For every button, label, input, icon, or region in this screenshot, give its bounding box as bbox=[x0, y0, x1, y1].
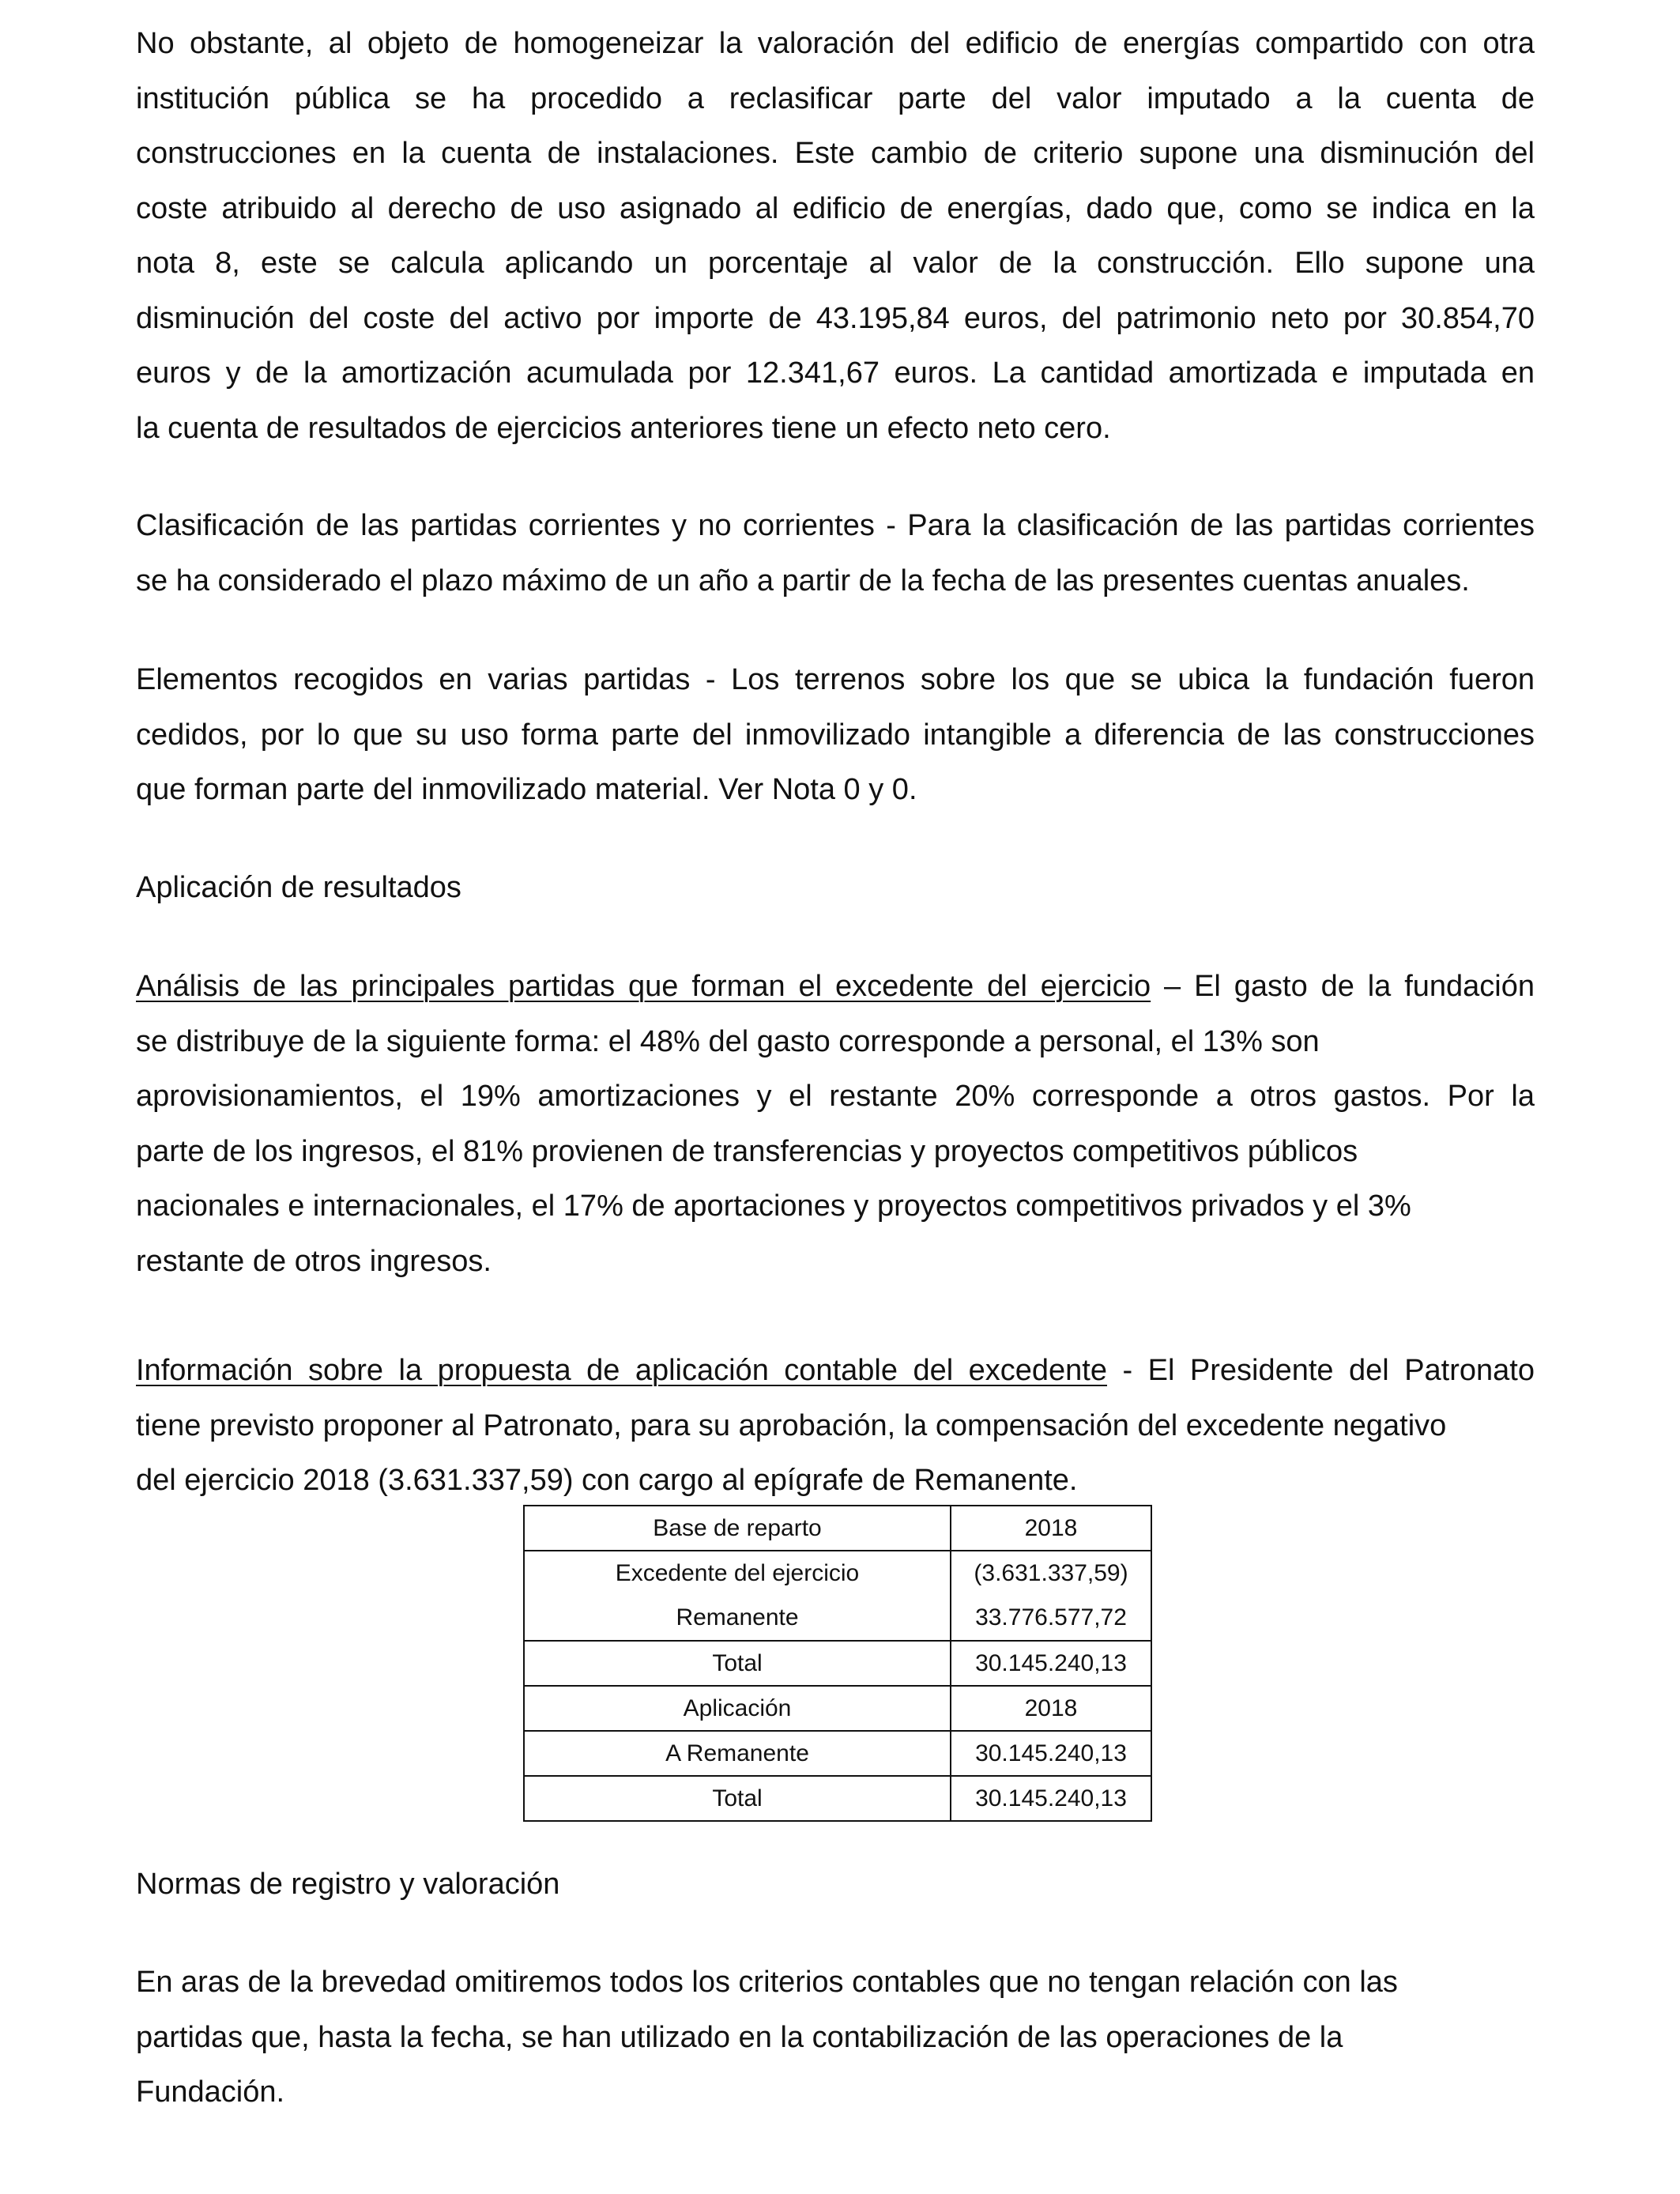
table-row bbox=[524, 1596, 1151, 1641]
text-line: En aras de la brevedad omitiremos todos los criterios contables que no tengan relación con las bbox=[136, 1966, 1398, 1999]
paragraph-clasificacion bbox=[136, 499, 1535, 609]
text-line: aprovisionamientos, el 19% amortizaciones y el restante 20% corresponde a otros gastos. Por la bbox=[136, 1080, 1535, 1113]
table-cell: 33.776.577,72 bbox=[951, 1596, 1151, 1641]
paragraph-analisis bbox=[136, 959, 1535, 1289]
text-line: del ejercicio 2018 (3.631.337,59) con cargo al epígrafe de Remanente. bbox=[136, 1464, 1078, 1497]
table-cell: Remanente bbox=[524, 1596, 951, 1641]
paragraph-informacion bbox=[136, 1344, 1535, 1509]
table-cell: 30.145.240,13 bbox=[951, 1641, 1151, 1686]
text-line: disminución del coste del activo por importe de 43.195,84 euros, del patrimonio neto por 30.854,70 bbox=[136, 301, 1535, 335]
underlined-title: Análisis de las principales partidas que forman el excedente del ejercicio bbox=[136, 970, 1151, 1003]
table-header-cell: 2018 bbox=[951, 1686, 1151, 1731]
table-cell: 30.145.240,13 bbox=[951, 1776, 1151, 1821]
text-line: la cuenta de resultados de ejercicios anteriores tiene un efecto neto cero. bbox=[136, 411, 1111, 445]
paragraph-homogeneizar bbox=[136, 17, 1535, 456]
text-line: tiene previsto proponer al Patronato, para su aprobación, la compensación del excedente negativo bbox=[136, 1408, 1447, 1442]
text-line: partidas que, hasta la fecha, se han utilizado en la contabilización de las operaciones de la bbox=[136, 2020, 1343, 2054]
text-line: No obstante, al objeto de homogeneizar la valoración del edificio de energías compartido con otra bbox=[136, 27, 1535, 60]
text-line: cedidos, por lo que su uso forma parte del inmovilizado intangible a diferencia de las construcciones bbox=[136, 718, 1535, 752]
text-line: restante de otros ingresos. bbox=[136, 1244, 492, 1278]
text-line: nacionales e internacionales, el 17% de aportaciones y proyectos competitivos privados y el 3% bbox=[136, 1189, 1411, 1223]
table-cell: (3.631.337,59) bbox=[951, 1551, 1151, 1596]
table-row bbox=[524, 1776, 1151, 1821]
text-line: parte de los ingresos, el 81% provienen de transferencias y proyectos competitivos públicos bbox=[136, 1134, 1358, 1168]
paragraph-elementos bbox=[136, 653, 1535, 818]
text-line: Elementos recogidos en varias partidas - Los terrenos sobre los que se ubica la fundación fueron bbox=[136, 663, 1535, 696]
table-row bbox=[524, 1641, 1151, 1686]
table-row bbox=[524, 1731, 1151, 1776]
text-line: Información sobre la propuesta de aplicación contable del excedente - El Presidente del Patronato bbox=[136, 1354, 1535, 1387]
table-cell: Total bbox=[524, 1641, 951, 1686]
table-row bbox=[524, 1686, 1151, 1731]
text-line: coste atribuido al derecho de uso asignado al edificio de energías, dado que, como se indica en la bbox=[136, 191, 1535, 225]
text-line: Análisis de las principales partidas que forman el excedente del ejercicio – El gasto de la fundación bbox=[136, 970, 1535, 1003]
table-cell: A Remanente bbox=[524, 1731, 951, 1776]
text-line: Fundación. bbox=[136, 2075, 285, 2109]
table-cell: 30.145.240,13 bbox=[951, 1731, 1151, 1776]
table-cell: Excedente del ejercicio bbox=[524, 1551, 951, 1596]
table-header-cell: Aplicación bbox=[524, 1686, 951, 1731]
table-row bbox=[524, 1551, 1151, 1596]
table-header-cell: Base de reparto bbox=[524, 1506, 951, 1551]
text-line: se ha considerado el plazo máximo de un año a partir de la fecha de las presentes cuentas anuales. bbox=[136, 564, 1470, 598]
table-header-cell: 2018 bbox=[951, 1506, 1151, 1551]
distribution-table bbox=[523, 1505, 1152, 1822]
text-line: que forman parte del inmovilizado material. Ver Nota 0 y 0. bbox=[136, 773, 917, 806]
heading-aplicacion-resultados: Aplicación de resultados bbox=[136, 871, 461, 904]
text-line: nota 8, este se calcula aplicando un porcentaje al valor de la construcción. Ello supone una bbox=[136, 247, 1535, 280]
underlined-title: Información sobre la propuesta de aplicación contable del excedente bbox=[136, 1354, 1107, 1387]
paragraph-brevedad bbox=[136, 1955, 1535, 2120]
table-row bbox=[524, 1506, 1151, 1551]
text-line: institución pública se ha procedido a reclasificar parte del valor imputado a la cuenta de bbox=[136, 81, 1535, 115]
text-line: Clasificación de las partidas corrientes y no corrientes - Para la clasificación de las partidas corrientes bbox=[136, 509, 1535, 542]
table-cell: Total bbox=[524, 1776, 951, 1821]
heading-normas-registro: Normas de registro y valoración bbox=[136, 1868, 560, 1901]
text-line: construcciones en la cuenta de instalaciones. Este cambio de criterio supone una disminución del bbox=[136, 137, 1535, 170]
text-line: euros y de la amortización acumulada por 12.341,67 euros. La cantidad amortizada e imputada en bbox=[136, 356, 1535, 390]
text-line: se distribuye de la siguiente forma: el 48% del gasto corresponde a personal, el 13% son bbox=[136, 1024, 1320, 1058]
